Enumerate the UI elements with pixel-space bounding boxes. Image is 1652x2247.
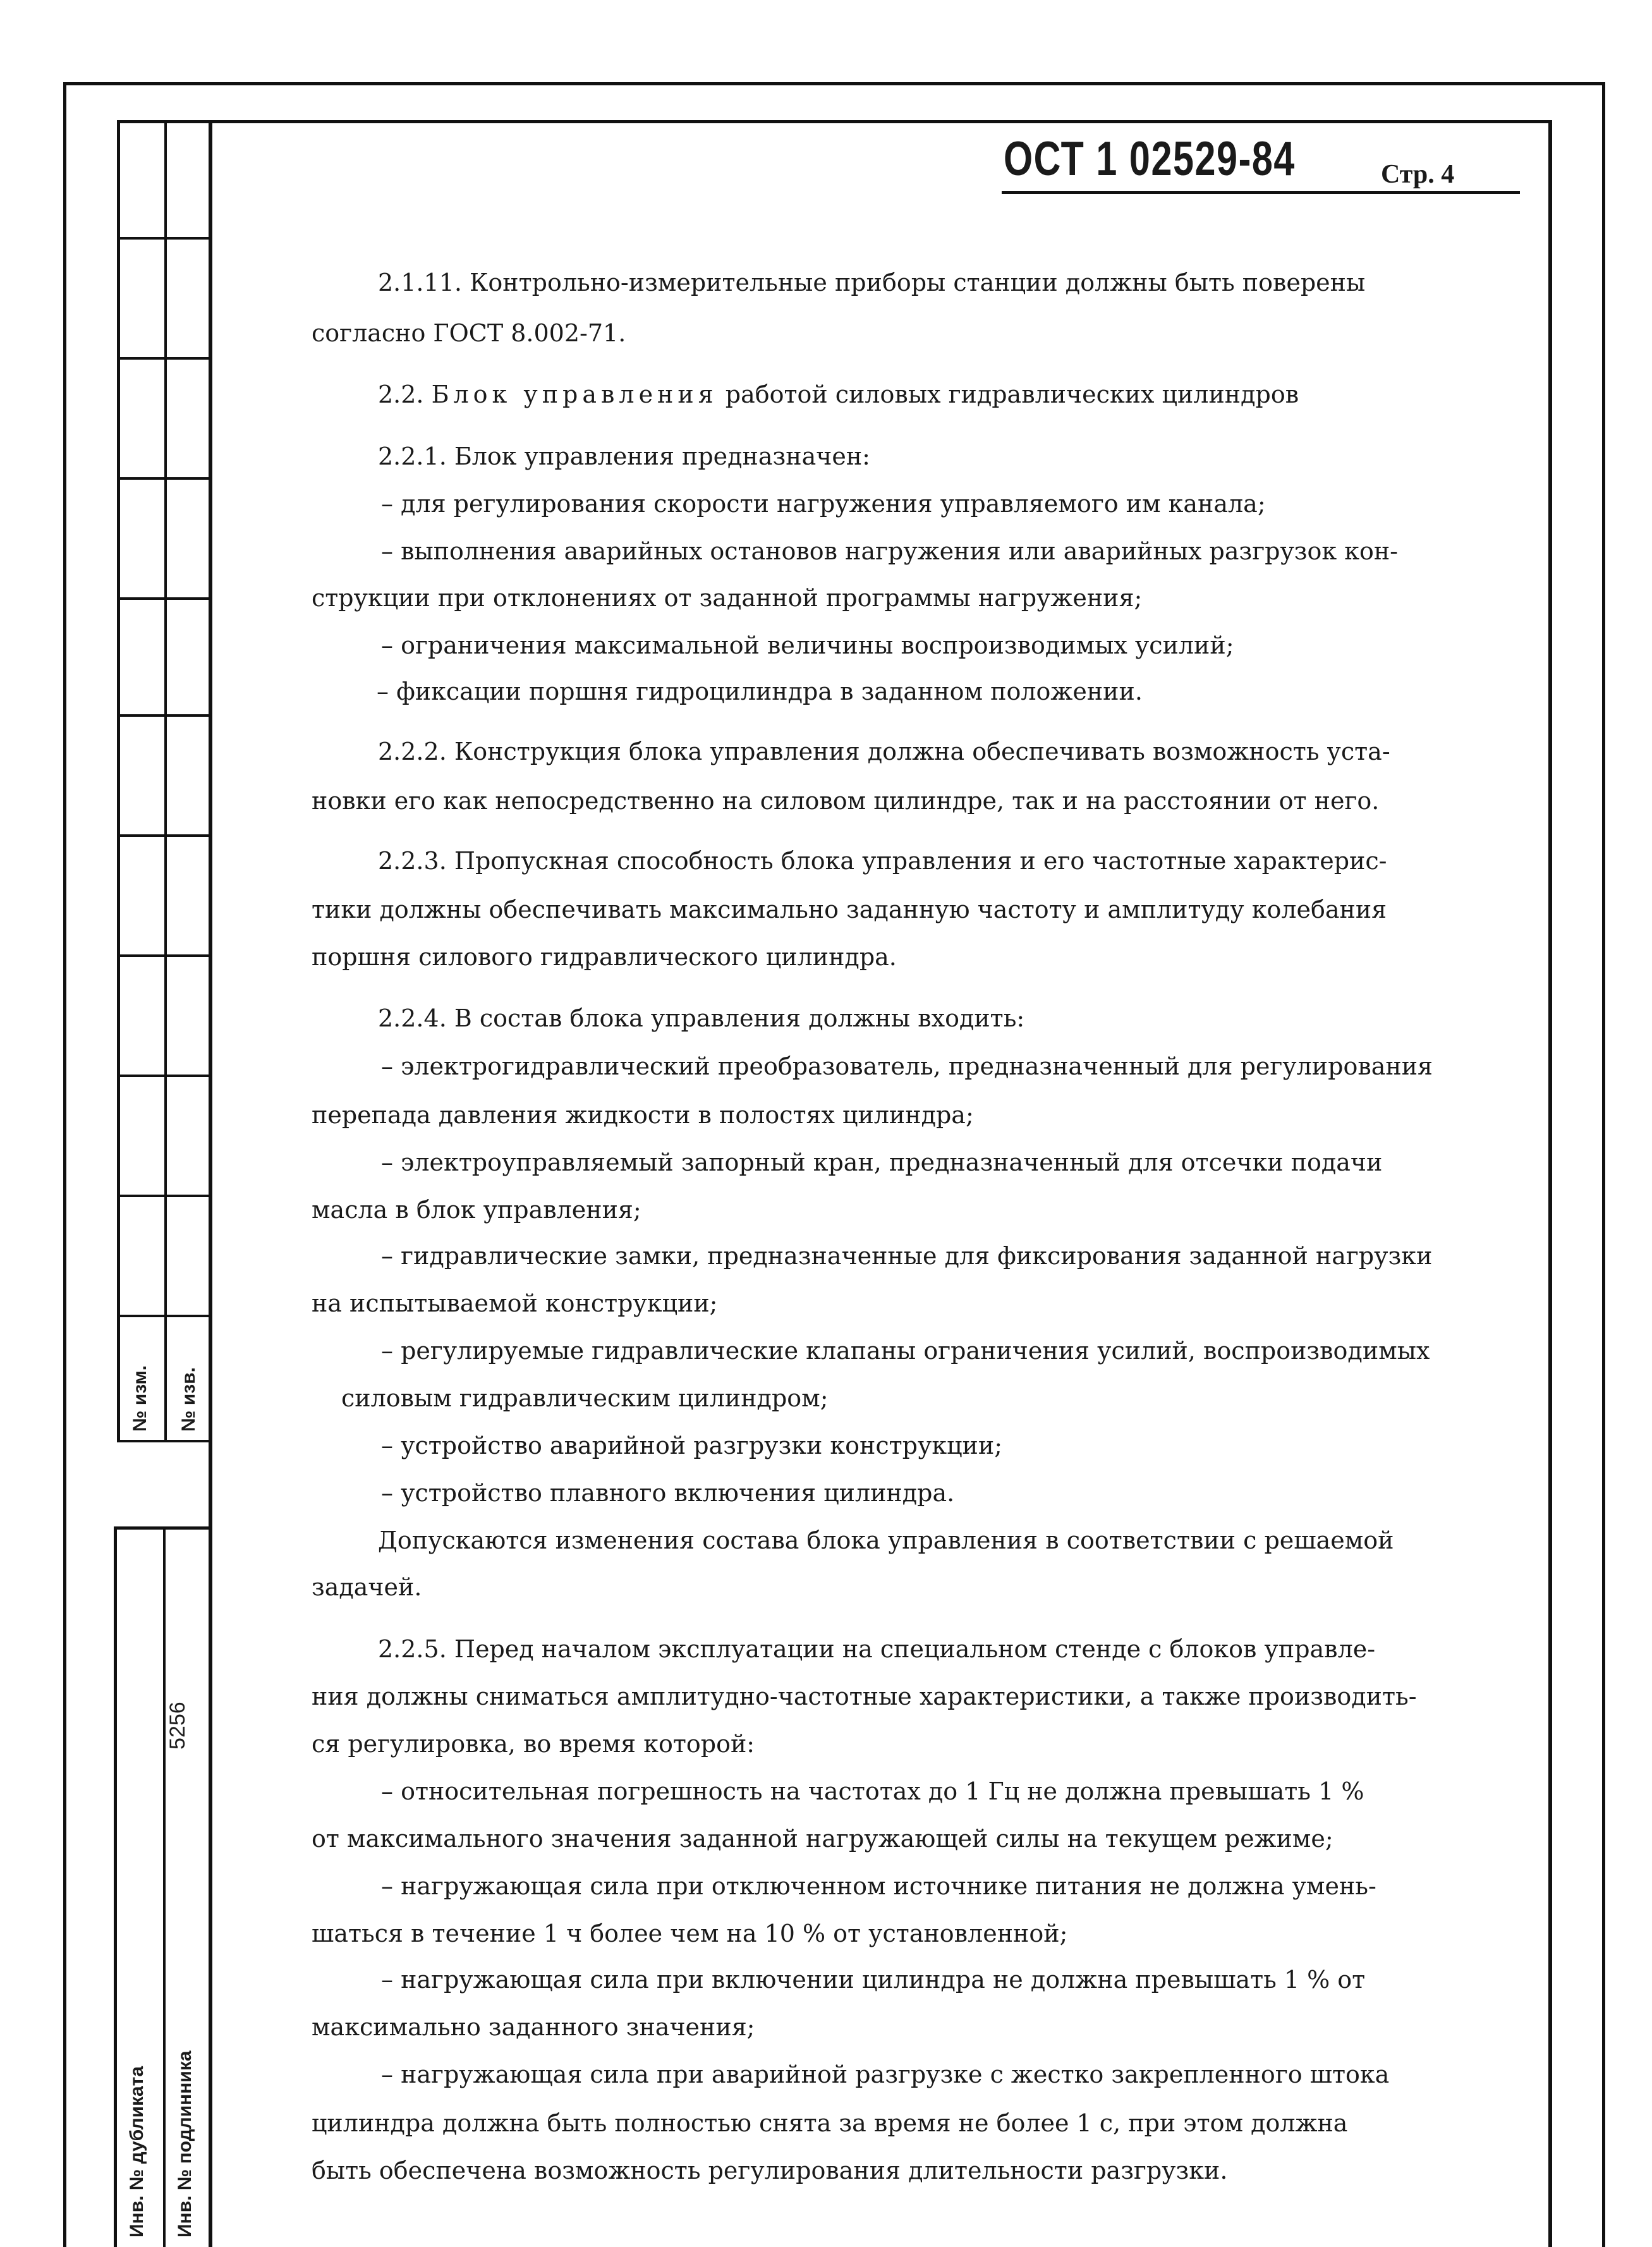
stamp-grid-row-line [117,357,212,360]
body-line: – электроуправляемый запорный кран, предназначенный для отсечки подачи [381,1148,1383,1176]
inventory-original-label: Инв. № подлинника [174,2050,195,2238]
notice-number-label: № изв. [178,1367,199,1432]
body-line: 2.2.4. В состав блока управления должны входить: [378,1004,1025,1032]
body-line: – относительная погрешность на частотах до 1 Гц не должна превышать 1 % [381,1777,1364,1805]
body-line: шаться в течение 1 ч более чем на 10 % от установленной; [312,1920,1068,1947]
body-line: ния должны сниматься амплитудно-частотные характеристики, а также производить- [312,1683,1417,1710]
body-line: 2.1.11. Контрольно-измерительные приборы станции должны быть поверены [378,269,1366,296]
body-line: – устройство аварийной разгрузки конструкции; [381,1432,1002,1459]
body-line: – гидравлические замки, предназначенные для фиксирования заданной нагрузки [381,1242,1433,1270]
inventory-original-number: 5256 [166,1702,190,1750]
stamp-grid-row-line [117,834,212,837]
body-line: новки его как непосредственно на силовом цилиндре, так и на расстоянии от него. [312,787,1380,815]
body-line: поршня силового гидравлического цилиндра. [312,943,897,971]
inventory-box-left [114,1526,117,2247]
body-line: – нагружающая сила при аварийной разгрузке с жестко закрепленного штока [381,2061,1390,2088]
body-line: струкции при отклонениях от заданной программы нагружения; [312,584,1143,612]
body-line: силовым гидравлическим цилиндром; [341,1384,829,1412]
change-number-label: № изм. [130,1365,150,1432]
body-line: максимально заданного значения; [312,2013,755,2041]
body-line: 2.2.2. Конструкция блока управления должна обеспечивать возможность уста- [378,738,1390,765]
stamp-grid-left [117,120,120,1441]
outer-frame-right [1602,82,1605,2247]
body-line: 2.2.5. Перед началом эксплуатации на специальном стенде с блоков управле- [378,1635,1376,1663]
stamp-grid-bottom [117,1440,212,1442]
stamp-grid-row-line [117,1075,212,1077]
body-line: – выполнения аварийных остановов нагружения или аварийных разгрузок кон- [381,537,1399,565]
page-label: Стр. 4 [1381,160,1455,189]
body-line: задачей. [312,1573,422,1601]
section-title-rest: работой силовых гидравлических цилиндров [717,381,1299,408]
body-line: ся регулировка, во время которой: [312,1730,755,1758]
body-line: – для регулирования скорости нагружения управляемого им канала; [381,490,1266,518]
body-line: 2.2.3. Пропускная способность блока управления и его частотные характерис- [378,847,1387,875]
stamp-grid-row-line [117,1195,212,1197]
body-line: цилиндра должна быть полностью снята за время не более 1 с, при этом должна [312,2109,1348,2137]
body-line: на испытываемой конструкции; [312,1289,718,1317]
header-underline [1002,191,1520,194]
stamp-grid-row-line [117,237,212,240]
inventory-duplicate-label: Инв. № дубликата [126,2066,147,2238]
body-line: тики должны обеспечивать максимально заданную частоту и амплитуду колебания [312,896,1387,923]
stamp-grid-row-line [117,714,212,717]
body-line: согласно ГОСТ 8.002-71. [312,319,626,347]
body-line: 2.2.1. Блок управления предназначен: [378,442,870,470]
body-line: быть обеспечена возможность регулирования длительности разгрузки. [312,2157,1228,2184]
outer-frame-left [63,82,66,2247]
stamp-grid-middle [164,120,167,1441]
inventory-box-middle [163,1526,166,2247]
inner-frame-top [117,120,1552,123]
body-line: – электрогидравлический преобразователь, предназначенный для регулирования [381,1052,1433,1080]
inner-frame-left [209,120,212,2247]
stamp-grid-row-line [117,1315,212,1317]
stamp-grid-row-line [117,477,212,480]
body-line: масла в блок управления; [312,1196,641,1224]
section-number: 2.2. [378,381,432,408]
body-line: от максимального значения заданной нагружающей силы на текущем режиме; [312,1825,1333,1853]
document-code: ОСТ 1 02529-84 [1004,132,1296,186]
body-line: – регулируемые гидравлические клапаны ограничения усилий, воспроизводимых [381,1337,1430,1365]
body-line: – фиксации поршня гидроцилиндра в заданном положении. [377,678,1143,705]
body-line: – устройство плавного включения цилиндра. [381,1479,955,1507]
body-line: – ограничения максимальной величины воспроизводимых усилий; [381,631,1234,659]
body-line: перепада давления жидкости в полостях цилиндра; [312,1101,974,1129]
body-line: – нагружающая сила при включении цилиндра не должна превышать 1 % от [381,1966,1366,1994]
stamp-grid-row-line [117,597,212,600]
section-heading [378,382,1299,406]
outer-frame-top [63,82,1605,85]
inner-frame-right [1548,120,1552,2247]
section-title-spaced: Блок управления [431,381,718,408]
stamp-grid-row-line [117,954,212,957]
body-line: Допускаются изменения состава блока управления в соответствии с решаемой [378,1526,1394,1554]
body-line: – нагружающая сила при отключенном источнике питания не должна умень- [381,1872,1376,1900]
